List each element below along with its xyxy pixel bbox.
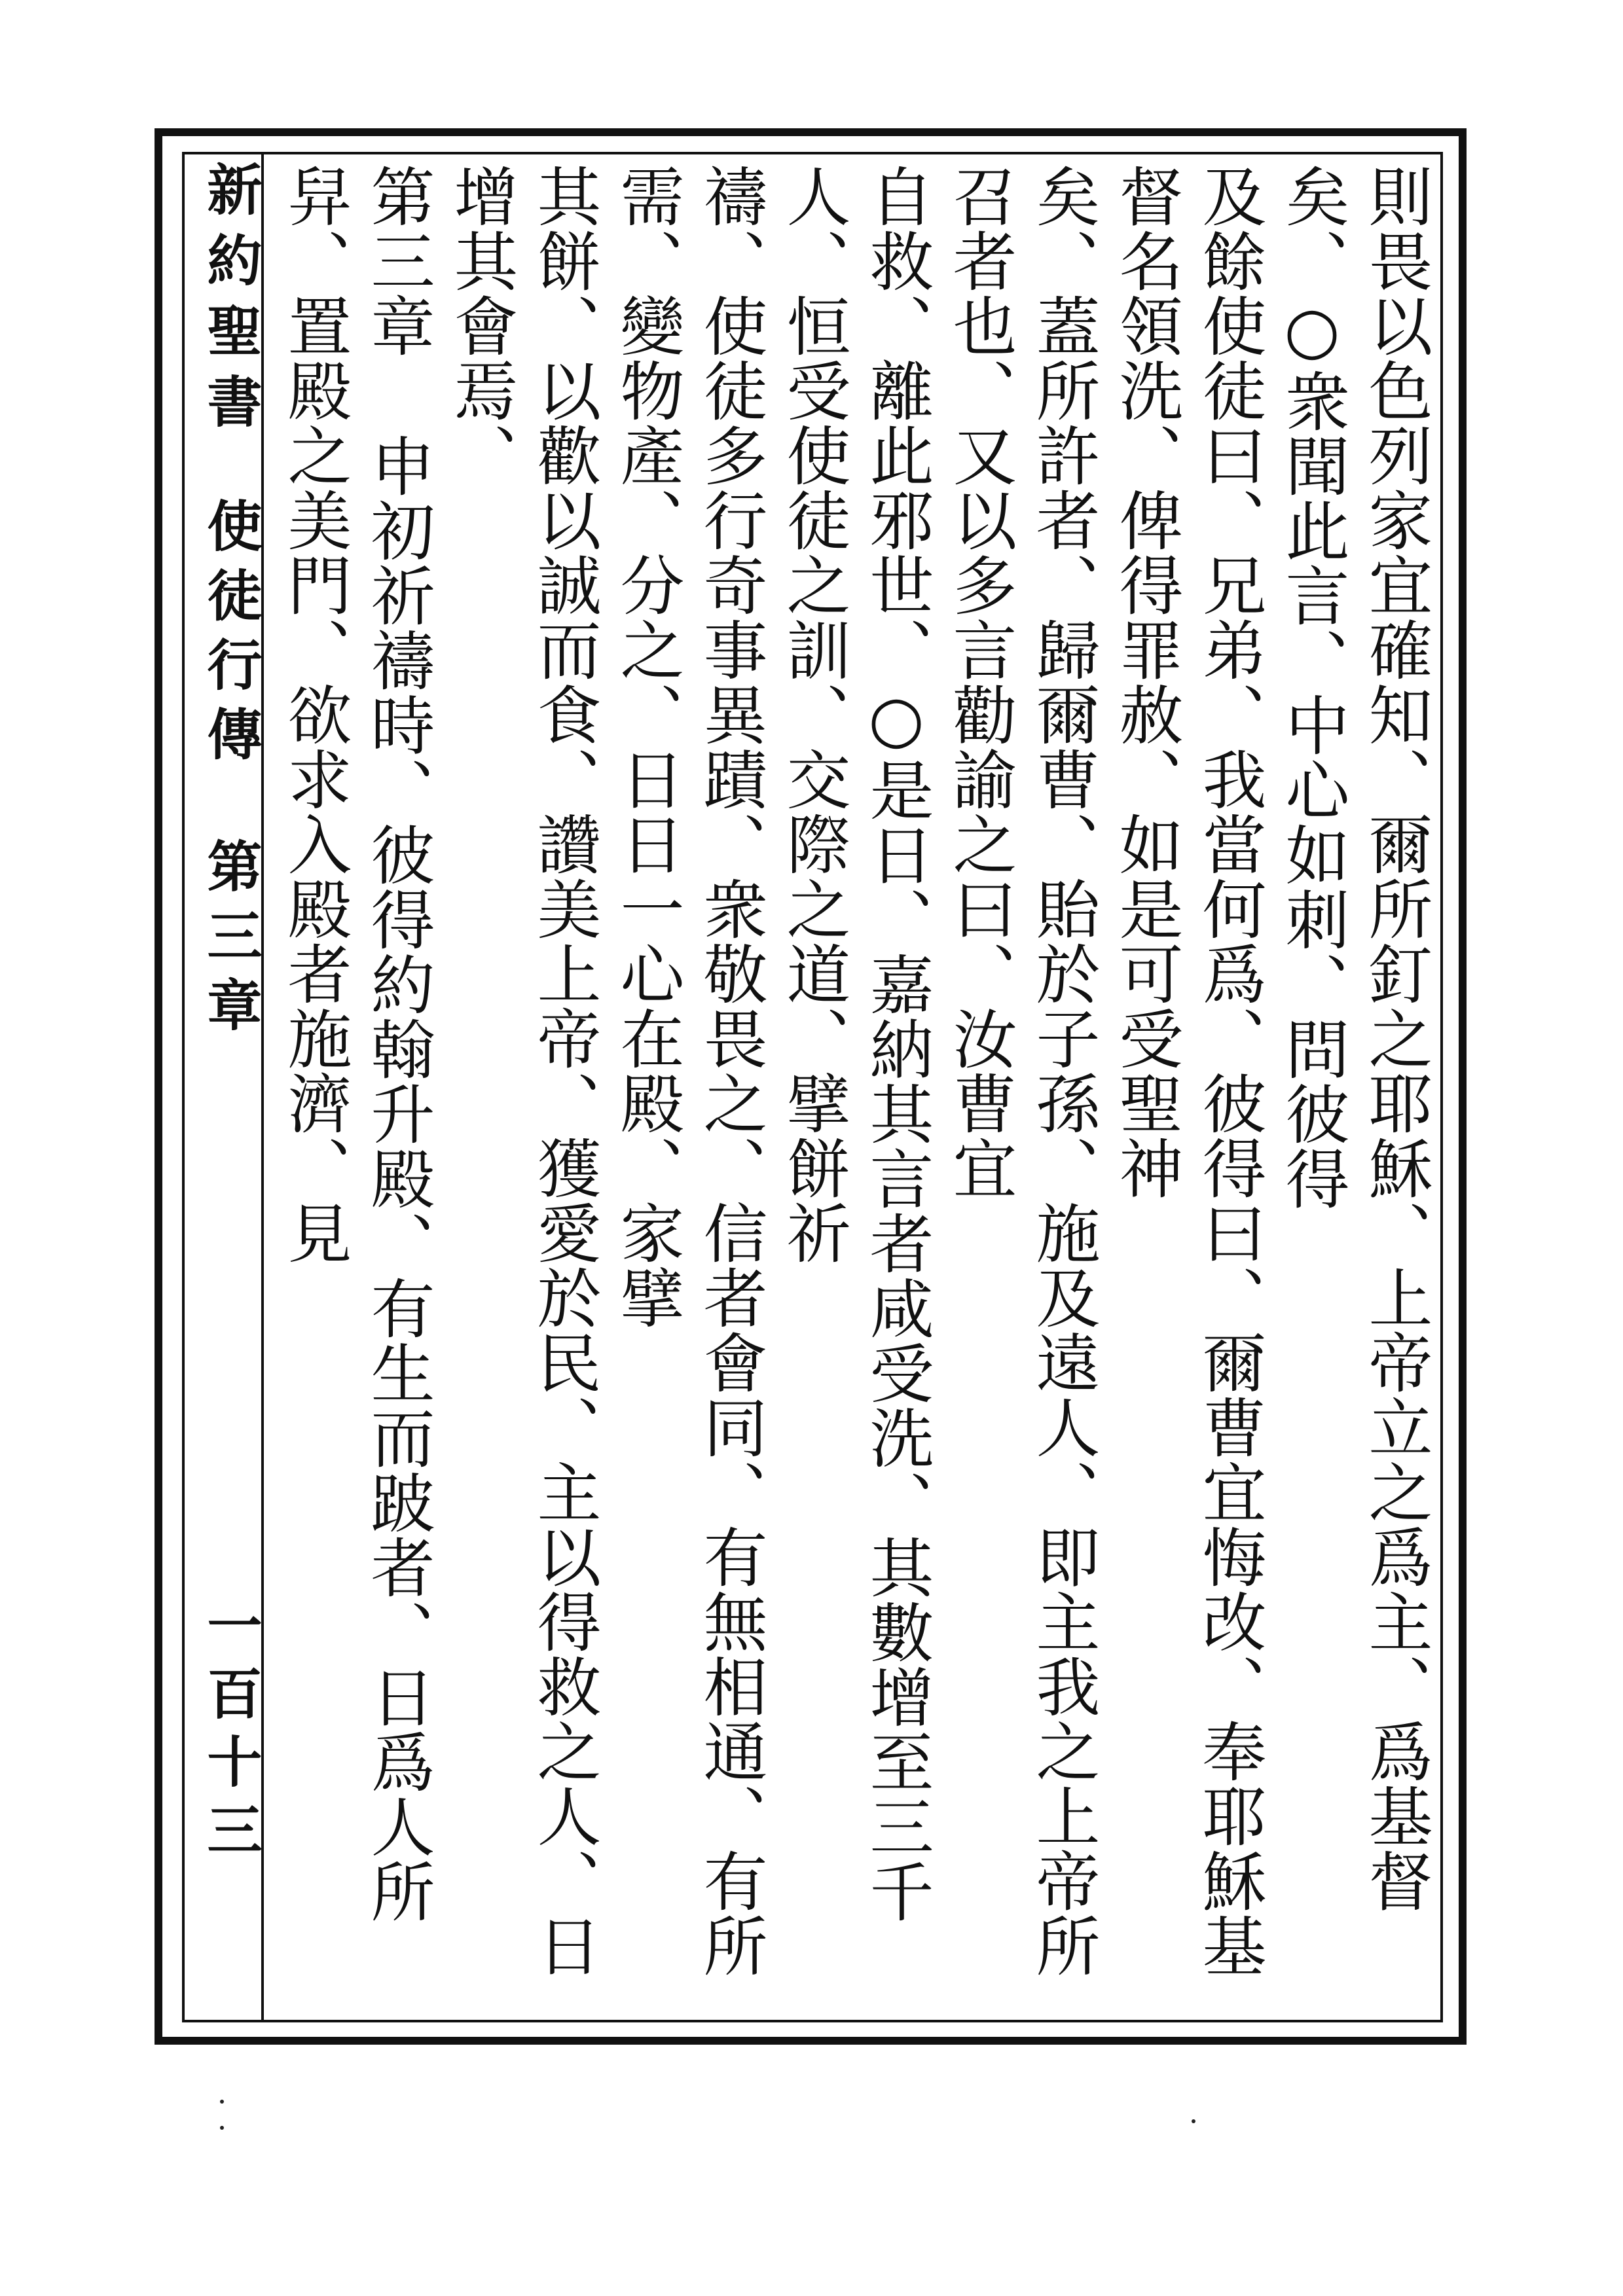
chapter-title: 第三章	[198, 838, 263, 1046]
print-speck	[220, 2100, 224, 2104]
page-number: 一百十三	[198, 1597, 263, 1869]
book-title: 新約聖書	[198, 161, 263, 444]
print-speck	[1192, 2119, 1195, 2123]
print-speck	[220, 2126, 224, 2130]
body-text: 則畏以色列家宜確知、爾所釘之耶穌、上帝立之爲主、爲基督矣、○衆聞此言、中心如刺、問彼得 及餘使徒曰、兄弟、我當何爲、彼得曰、爾曹宜悔改、奉耶穌基督名領洗、俾得罪赦、如是可受聖神 矣、蓋所許者、歸爾曹、貽於子孫、施及遠人、即主我之上帝所召者也、又以多言勸諭之曰、汝曹宜 自救、離此邪世、○是日、嘉納其言者咸受洗、其數增至三千人、恒受使徒之訓、交際之道、擘餅祈 禱、使徒多行奇事異蹟、衆敬畏之、信者會同、有無相通、有所需、變物產、分之、日日一心在殿、家擘 其餅、以歡以誠而食、讚美上帝、獲愛於民、主以得救之人、日增其會焉、 第三章 申初祈禱時、彼得約翰升殿、有生而跛者、日爲人所舁、置殿之美門、欲求入殿者施濟、見	[277, 164, 1432, 1978]
section-title: 使徒行傳	[198, 497, 263, 775]
